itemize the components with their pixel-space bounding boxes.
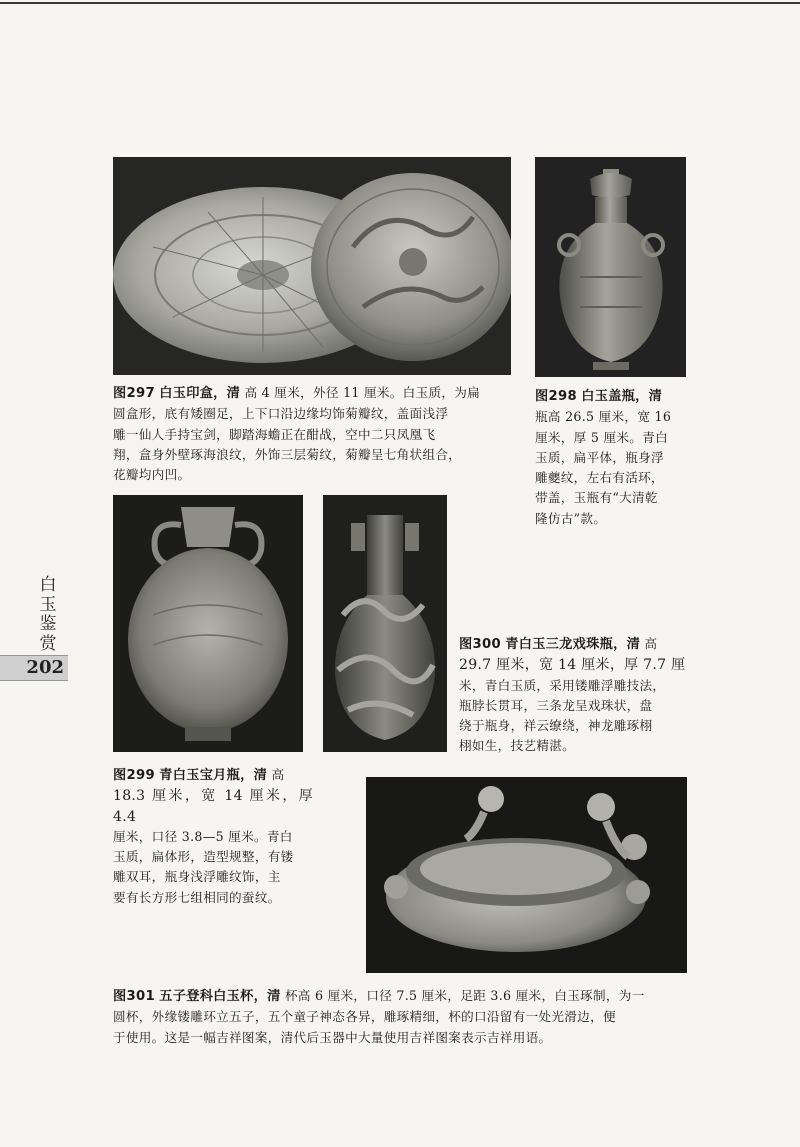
- fig301-label: 图301: [113, 989, 155, 1004]
- fig297-line-5: 花瓣均内凹。: [113, 467, 191, 483]
- fig299-line-4: 玉质，扁体形，造型规整，有镂: [113, 849, 294, 865]
- fig301-line-1: 杯高 6 厘米，口径 7.5 厘米，足距 3.6 厘米，白玉琢制，为一: [284, 988, 645, 1003]
- fig299-line-2: 18.3 厘米，宽 14 厘米，厚 4.4: [113, 788, 313, 825]
- fig297-line-2: 圆盒形，底有矮圈足，上下口沿边缘均饰菊瓣纹，盖面浅浮: [113, 406, 449, 422]
- fig299-line-3: 厘米，口径 3.8—5 厘米。青白: [113, 828, 293, 844]
- fig298-label: 图298: [535, 389, 577, 404]
- side-section-title: [37, 576, 59, 654]
- fig300-line-1: 高: [644, 636, 658, 651]
- dragon-vase-image: [323, 495, 447, 752]
- seal-box-image: [113, 157, 511, 375]
- fig300-line-2: 29.7 厘米，宽 14 厘米，厚 7.7 厘: [459, 657, 686, 674]
- fig298-line-1: 瓶高 26.5 厘米，宽 16: [535, 409, 672, 425]
- caption-fig299: [113, 765, 313, 908]
- fig299-line-5: 雕双耳，瓶身浅浮雕纹饰，主: [113, 869, 281, 885]
- five-children-cup-image: [366, 777, 687, 973]
- caption-fig301: [113, 986, 691, 1048]
- fig301-line-2: 圆杯，外缘镂雕环立五子，五个童子神态各异，雕琢精细，杯的口沿留有一处光滑边，便: [113, 1009, 616, 1025]
- fig299-line-6: 要有长方形七组相同的蚕纹。: [113, 889, 281, 905]
- side-title-char: 玉: [39, 594, 57, 615]
- fig300-line-4: 瓶脖长贯耳，三条龙呈戏珠状，盘: [459, 697, 653, 713]
- side-title-char: 鉴: [39, 614, 57, 634]
- moon-flask-image: [113, 495, 303, 752]
- fig301-title: 五子登科白玉杯，清: [159, 989, 281, 1004]
- fig298-line-3: 玉质，扁平体，瓶身浮: [535, 449, 664, 465]
- fig298-line-5: 带盖，玉瓶有“大清乾: [535, 490, 658, 506]
- fig297-line-1: 高 4 厘米，外径 11 厘米。白玉质，为扁: [244, 385, 481, 400]
- top-rule: [0, 2, 800, 4]
- fig298-line-4: 雕夔纹，左右有活环，: [535, 470, 664, 486]
- fig300-title: 青白玉三龙戏珠瓶，清: [505, 637, 641, 652]
- fig300-line-3: 米，青白玉质，采用镂雕浮雕技法，: [459, 677, 666, 693]
- fig301-line-3: 于使用。这是一幅吉祥图案，清代后玉器中大量使用吉祥图案表示吉祥用语。: [113, 1029, 552, 1045]
- fig298-line-2: 厘米，厚 5 厘米。青白: [535, 429, 668, 445]
- fig299-label: 图299: [113, 768, 155, 783]
- photo-covered-vase: [535, 157, 686, 377]
- fig300-label: 图300: [459, 637, 501, 652]
- caption-fig297: [113, 383, 513, 485]
- fig297-title: 白玉印盒，清: [159, 386, 241, 401]
- photo-jade-seal-box: [113, 157, 511, 375]
- photo-dragon-vase: [323, 495, 447, 752]
- fig297-line-4: 翔，盒身外壁琢海浪纹，外饰三层菊纹，菊瓣呈七角状组合，: [113, 446, 462, 462]
- covered-vase-image: [535, 157, 686, 377]
- fig298-title: 白玉盖瓶，清: [581, 389, 663, 404]
- fig298-line-6: 隆仿古”款。: [535, 510, 607, 526]
- caption-fig298: [535, 386, 690, 529]
- photo-five-children-cup: [366, 777, 687, 973]
- photo-moon-flask: [113, 495, 303, 752]
- caption-fig300: [459, 634, 687, 757]
- page-number: 202: [26, 657, 64, 678]
- fig297-line-3: 雕一仙人手持宝剑，脚踏海蟾正在酣战，空中二只凤凰飞: [113, 426, 436, 442]
- fig299-line-1: 高: [271, 767, 285, 782]
- fig300-line-5: 绕于瓶身，祥云缭绕，神龙雕琢栩: [459, 718, 653, 734]
- fig299-title: 青白玉宝月瓶，清: [159, 768, 268, 783]
- fig297-label: 图297: [113, 386, 155, 401]
- fig300-line-6: 栩如生，技艺精湛。: [459, 738, 576, 754]
- side-title-char: 赏: [39, 633, 57, 654]
- side-title-char: 白: [39, 575, 57, 595]
- page-number-tab: [0, 655, 68, 681]
